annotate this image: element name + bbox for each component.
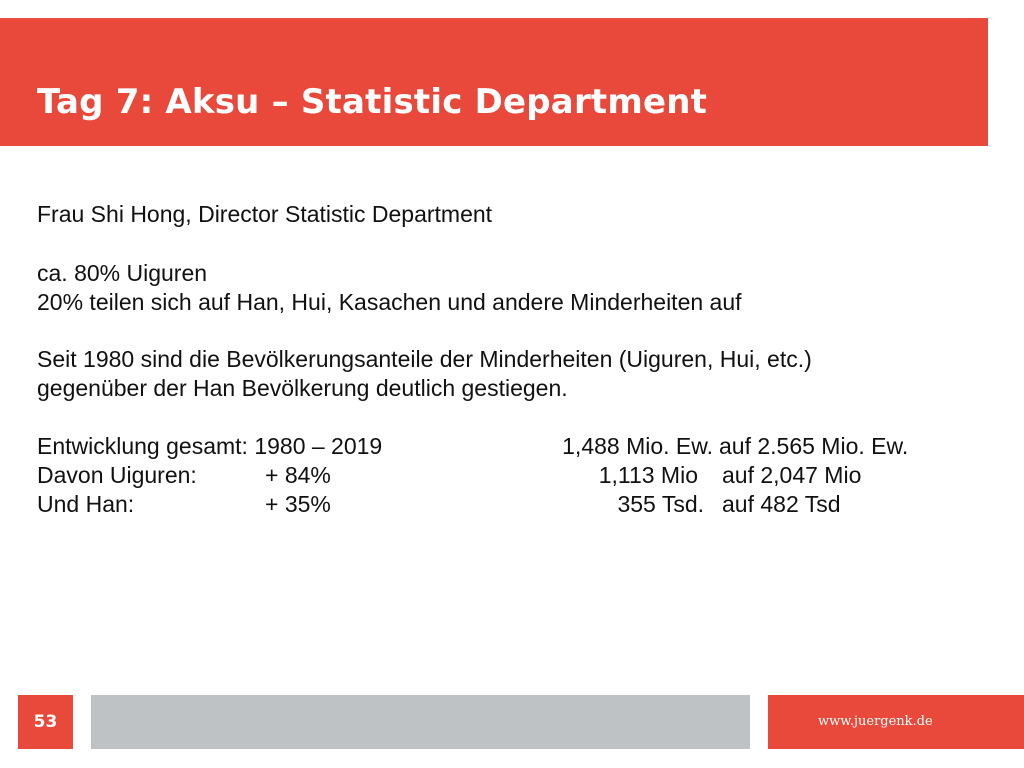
uyghur-share-text: ca. 80% Uiguren [37,260,208,286]
row-change: + 35% [265,491,331,517]
slide-title: Tag 7: Aksu – Statistic Department [37,82,708,122]
row-label: Und Han: [37,491,135,517]
row-label: Entwicklung gesamt: 1980 – 2019 [37,433,383,459]
row-from-value: 355 Tsd. [617,491,704,517]
trend-block [37,345,812,403]
row-from-value: 1,113 Mio [598,462,698,488]
trend-text-line-2: gegenüber der Han Bevölkerung deutlich gestiegen. [37,375,568,401]
row-from-value: 1,488 Mio. Ew. [562,433,713,459]
footer-gray-bar [91,695,750,749]
row-to-value: auf 482 Tsd [722,491,841,517]
page-number: 53 [33,712,58,732]
minority-share-text: 20% teilen sich auf Han, Hui, Kasachen und andere Minderheiten auf [37,289,742,315]
page-number-badge [18,695,73,749]
trend-text-line-1: Seit 1980 sind die Bevölkerungsanteile der Minderheiten (Uiguren, Hui, etc.) [37,346,812,372]
speaker-text: Frau Shi Hong, Director Statistic Department [37,201,493,227]
row-label: Davon Uiguren: [37,462,197,488]
row-to-value: auf 2.565 Mio. Ew. [719,433,909,459]
website-url: www.juergenk.de [818,714,933,729]
speaker-line [37,200,492,229]
population-share-block [37,259,742,317]
row-change: + 84% [265,462,331,488]
row-to-value: auf 2,047 Mio [722,462,862,488]
